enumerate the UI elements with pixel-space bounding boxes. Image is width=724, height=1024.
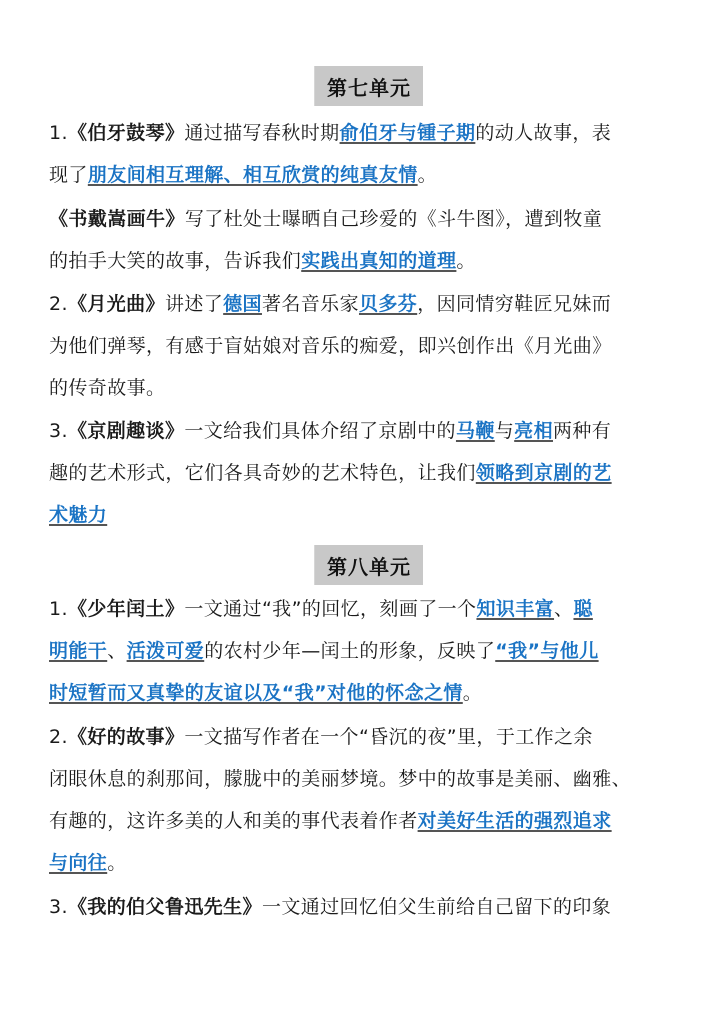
text: 有趣的，这许多美的人和美的事代表着作者 <box>49 810 418 832</box>
text: 。 <box>456 250 476 272</box>
book-title: 《书戴嵩画牛》 <box>49 208 185 230</box>
text-line <box>49 458 679 488</box>
text-line <box>49 594 679 624</box>
book-title: 《我的伯父鲁迅先生》 <box>67 896 262 918</box>
item-number: 3. <box>49 420 68 442</box>
text-line <box>49 373 679 403</box>
text: 、 <box>554 598 574 620</box>
text: 的拍手大笑的故事，告诉我们 <box>49 250 302 272</box>
key-phrase: 明能干 <box>49 640 108 662</box>
text-line <box>49 806 679 836</box>
key-phrase: 亮相 <box>514 420 553 442</box>
text: 通过描写春秋时期 <box>184 122 340 144</box>
text-line <box>49 764 679 794</box>
text: 的动人故事，表 <box>475 122 612 144</box>
text: 的农村少年—闰土的形象，反映了 <box>204 640 496 662</box>
unit7-title: 第七单元 <box>327 75 411 100</box>
unit7-header <box>314 66 423 106</box>
key-phrase: 时短暂而又真挚的友谊以及“我”对他的怀念之情 <box>49 682 463 704</box>
text: 一文给我们具体介绍了京剧中的 <box>184 420 456 442</box>
book-title: 《月光曲》 <box>67 293 165 315</box>
key-phrase: 与向往 <box>49 852 108 874</box>
text-line <box>49 331 679 361</box>
text-line <box>49 416 679 446</box>
key-phrase: 马鞭 <box>455 420 495 442</box>
key-phrase: 朋友间相互理解、相互欣赏的纯真友情 <box>87 164 418 186</box>
text: 。 <box>462 682 483 704</box>
text: 闭眼休息的刹那间，朦胧中的美丽梦境。梦中的故事是美丽、幽雅、 <box>49 768 632 790</box>
key-phrase: 术魅力 <box>49 504 108 526</box>
item-number: 1. <box>49 122 68 144</box>
text: 写了杜处士曝晒自己珍爱的《斗牛图》，遭到牧童 <box>184 208 603 230</box>
book-title: 《少年闰土》 <box>67 598 185 620</box>
text: 、 <box>107 640 127 662</box>
key-phrase: 领略到京剧的艺 <box>475 462 612 484</box>
text: 讲述了 <box>164 293 224 315</box>
key-phrase: “我”与他儿 <box>495 640 599 662</box>
text: 一文描写作者在一个“昏沉的夜”里，于工作之余 <box>184 726 593 748</box>
text-line <box>49 678 679 708</box>
key-phrase: 贝多芬 <box>358 293 418 315</box>
key-phrase: 知识丰富 <box>476 598 555 620</box>
text: 一文通过“我”的回忆，刻画了一个 <box>184 598 477 620</box>
item-number: 1. <box>49 598 68 620</box>
key-phrase: 实践出真知的道理 <box>301 250 457 272</box>
text-line <box>49 204 679 234</box>
key-phrase: 俞伯牙与锺子期 <box>339 122 476 144</box>
text-line <box>49 848 679 878</box>
text: 一文通过回忆伯父生前给自己留下的印象 <box>261 896 612 918</box>
item-number: 2. <box>49 726 68 748</box>
key-phrase: 活泼可爱 <box>126 640 205 662</box>
text: 。 <box>417 164 438 186</box>
text: 的传奇故事。 <box>49 377 166 399</box>
text: 现了 <box>49 164 88 186</box>
item-number: 2. <box>49 293 68 315</box>
text: 。 <box>107 852 127 874</box>
key-phrase: 德国 <box>223 293 262 315</box>
item-number: 3. <box>49 896 68 918</box>
unit8-title: 第八单元 <box>327 554 411 579</box>
text-line <box>49 892 679 922</box>
book-title: 《好的故事》 <box>67 726 185 748</box>
text-line <box>49 500 679 530</box>
key-phrase: 对美好生活的强烈追求 <box>417 810 612 832</box>
text-line <box>49 636 679 666</box>
text-line <box>49 160 679 190</box>
book-title: 《伯牙鼓琴》 <box>67 122 185 144</box>
book-title: 《京剧趣谈》 <box>67 420 185 442</box>
text-line <box>49 246 679 276</box>
unit8-header <box>314 545 423 585</box>
text: ，因同情穷鞋匠兄妹而 <box>417 293 612 315</box>
text: 两种有 <box>552 420 612 442</box>
text: 与 <box>494 420 515 442</box>
text: 为他们弹琴，有感于盲姑娘对音乐的痴爱，即兴创作出《月光曲》 <box>49 335 612 357</box>
text: 著名音乐家 <box>261 293 359 315</box>
text-line <box>49 289 679 319</box>
text: 趣的艺术形式，它们各具奇妙的艺术特色，让我们 <box>49 462 476 484</box>
text-line <box>49 722 679 752</box>
key-phrase: 聪 <box>573 598 593 620</box>
text-line <box>49 118 679 148</box>
